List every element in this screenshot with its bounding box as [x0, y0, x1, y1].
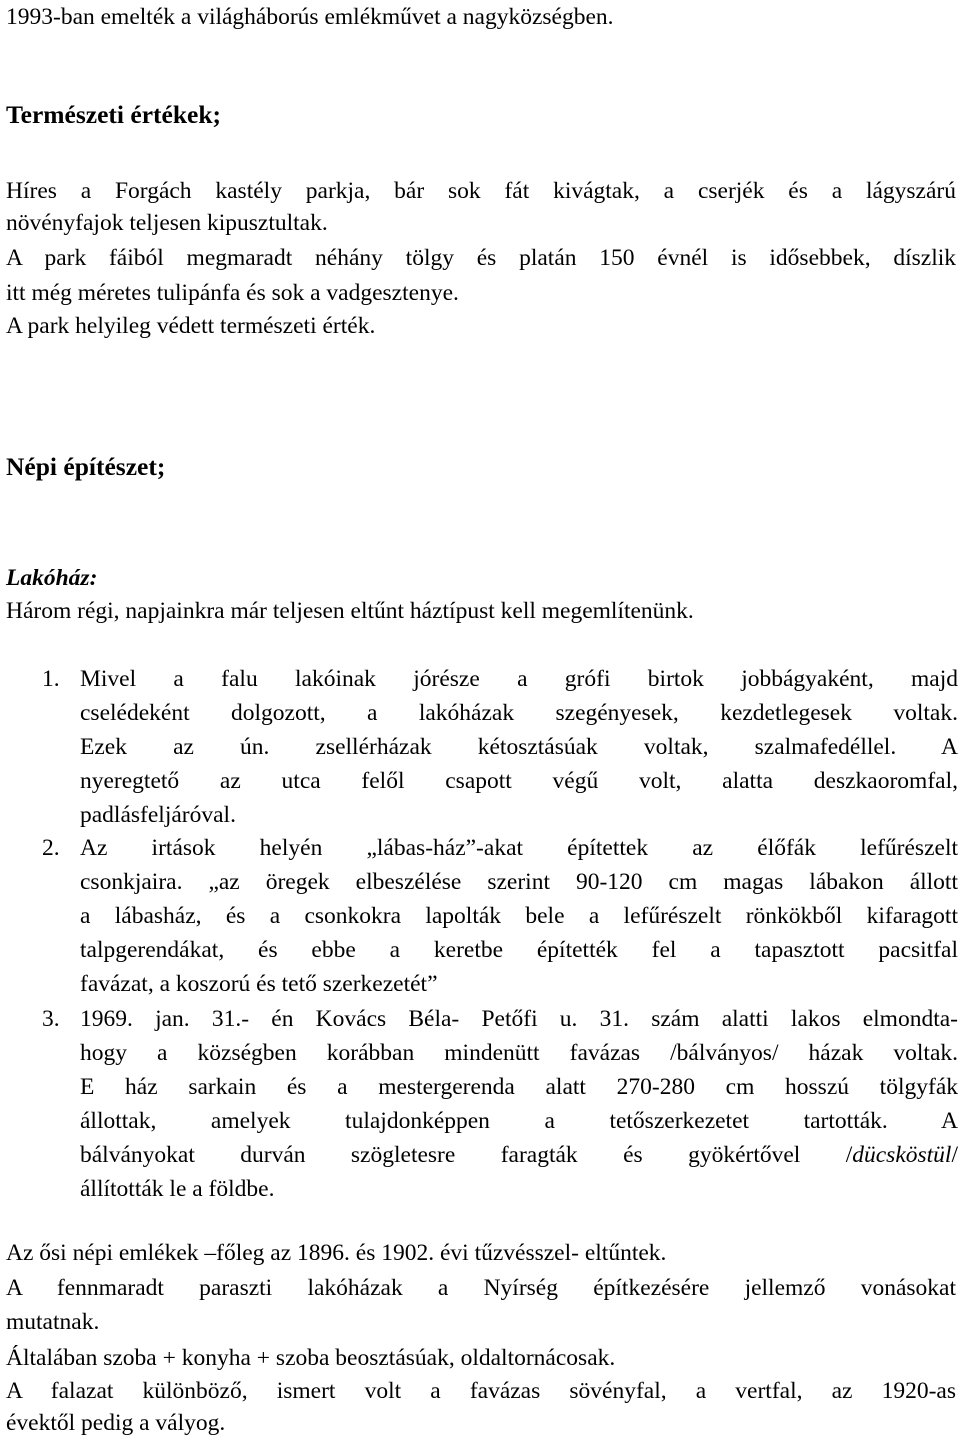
closing-line: Az ősi népi emlékek –főleg az 1896. és 1902. évi tűzvésszel- eltűntek.	[6, 1240, 667, 1266]
closing-line: mutatnak.	[6, 1309, 100, 1335]
subheading-residence: Lakóház:	[6, 565, 98, 591]
list-number: 1.	[42, 666, 60, 692]
list-line: hogy a községben korábban mindenütt favázas /bálványos/ házak voltak.	[80, 1040, 958, 1066]
list-number: 3.	[42, 1006, 60, 1032]
closing-line: évektől pedig a vályog.	[6, 1410, 226, 1436]
list-line: 1969. jan. 31.- én Kovács Béla- Petőfi u. 31. szám alatti lakos elmondta-	[80, 1006, 958, 1032]
list-line: állottak, amelyek tulajdonképpen a tetőszerkezetet tartották. A	[80, 1108, 958, 1134]
section-heading-nature: Természeti értékek;	[6, 100, 221, 129]
closing-line: A falazat különböző, ismert volt a favázas sövényfal, a vertfal, az 1920-as	[6, 1378, 956, 1404]
list-line: csonkjaira. „az öregek elbeszélése szerint 90-120 cm magas lábakon állott	[80, 869, 958, 895]
list-line: cselédeként dolgozott, a lakóházak szegényesek, kezdetlegesek voltak.	[80, 700, 958, 726]
list-line: nyeregtető az utca felől csapott végű volt, alatta deszkaoromfal,	[80, 768, 958, 794]
list-line: padlásfeljáróval.	[80, 802, 236, 828]
paragraph-line: A park helyileg védett természeti érték.	[6, 313, 376, 339]
list-line: bálványokat durván szögletesre faragták és gyökértővel /dücsköstül/	[80, 1142, 958, 1168]
closing-line: A fennmaradt paraszti lakóházak a Nyírség építkezésére jellemző vonásokat	[6, 1275, 956, 1301]
closing-line: Általában szoba + konyha + szoba beosztásúak, oldaltornácosak.	[6, 1345, 616, 1371]
paragraph-line: itt még méretes tulipánfa és sok a vadgesztenye.	[6, 280, 459, 306]
intro-sentence: 1993-ban emelték a világháborús emlékművet a nagyközségben.	[6, 4, 614, 30]
list-line: Ezek az ún. zsellérházak kétosztásúak voltak, szalmafedéllel. A	[80, 734, 958, 760]
paragraph-line: Híres a Forgách kastély parkja, bár sok fát kivágtak, a cserjék és a lágyszárú	[6, 178, 956, 204]
list-number: 2.	[42, 835, 60, 861]
intro-line: Három régi, napjainkra már teljesen eltűnt háztípust kell megemlítenünk.	[6, 598, 694, 624]
list-line: talpgerendákat, és ebbe a keretbe építették fel a tapasztott pacsitfal	[80, 937, 958, 963]
list-line: Az irtások helyén „lábas-ház”-akat építettek az élőfák lefűrészelt	[80, 835, 958, 861]
list-line: E ház sarkain és a mestergerenda alatt 270-280 cm hosszú tölgyfák	[80, 1074, 958, 1100]
list-line: Mivel a falu lakóinak jórésze a grófi birtok jobbágyaként, majd	[80, 666, 958, 692]
list-line: a lábasház, és a csonkokra lapolták bele a lefűrészelt rönkökből kifaragott	[80, 903, 958, 929]
list-line: favázat, a koszorú és tető szerkezetét”	[80, 971, 438, 997]
section-heading-folk: Népi építészet;	[6, 452, 166, 481]
paragraph-line: A park fáiból megmaradt néhány tölgy és platán 150 évnél is idősebbek, díszlik	[6, 245, 956, 271]
list-line: állították le a földbe.	[80, 1176, 275, 1202]
paragraph-line: növényfajok teljesen kipusztultak.	[6, 210, 328, 236]
